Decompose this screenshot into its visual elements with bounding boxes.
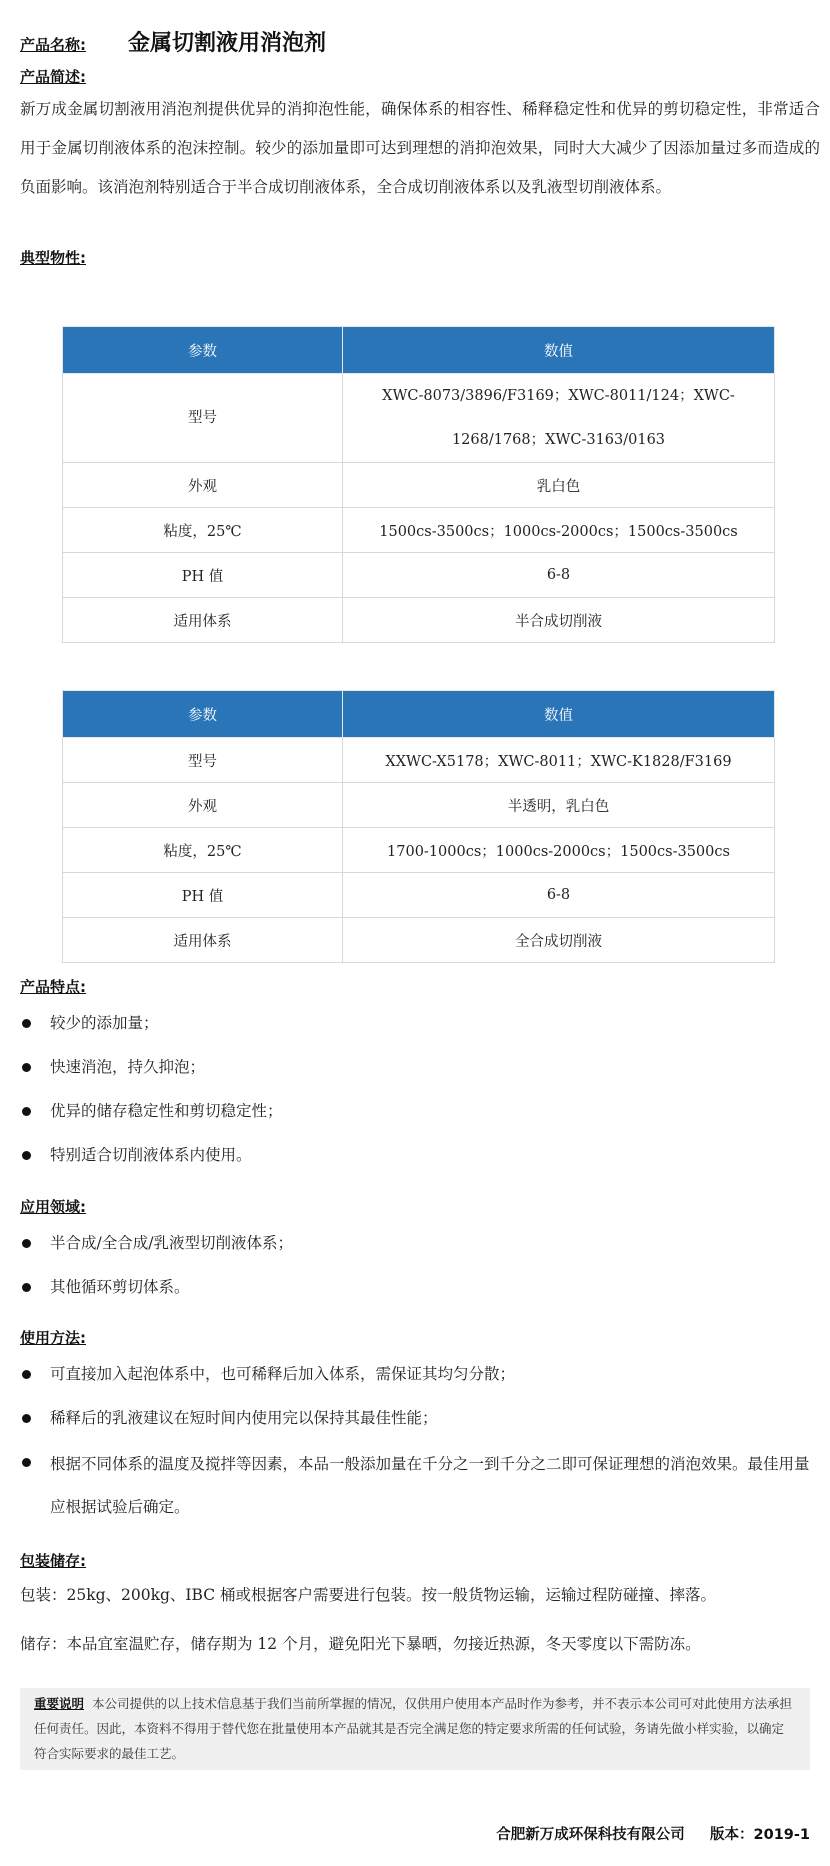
list-item: 其他循环剪切体系。 — [22, 1268, 812, 1307]
notice-text: 本公司提供的以上技术信息基于我们当前所掌握的情况，仅供用户使用本产品时作为参考，并不表示本公司可对此使用方法承担任何责任。因此，本资料不得用于替代您在批量使用本产品就其是否完全满足您的特定要求所需的任何试验，务请先做小样实验，以确定符合实际要求的最佳工艺。 — [34, 1696, 792, 1761]
param-cell: 型号 — [63, 374, 343, 463]
bullet-icon — [22, 1019, 31, 1028]
param-cell: 外观 — [63, 783, 343, 828]
table-row — [63, 873, 775, 918]
value-cell: 6-8 — [343, 873, 775, 918]
param-cell: PH 值 — [63, 553, 343, 598]
table-row — [63, 374, 775, 463]
product-name: 金属切割液用消泡剂 — [128, 31, 327, 56]
version-label: 版本： — [710, 1827, 754, 1843]
bullet-icon — [22, 1370, 31, 1379]
notice-title: 重要说明 — [34, 1696, 85, 1711]
value-cell: XXWC-X5178；XWC-8011；XWC-K1828/F3169 — [343, 738, 775, 783]
storage-text: 储存：本品宜室温贮存，储存期为 12 个月，避免阳光下暴晒，勿接近热源，冬天零度以下需防冻。 — [20, 1635, 701, 1653]
header-param: 参数 — [63, 327, 343, 374]
param-cell: 适用体系 — [63, 918, 343, 963]
intro-text: 新万成金属切割液用消泡剂提供优异的消抑泡性能，确保体系的相容性、稀释稳定性和优异的剪切稳定性，非常适合用于金属切削液体系的泡沫控制。较少的添加量即可达到理想的消抑泡效果，同时大大减少了因添加量过多而造成的负面影响。该消泡剂特别适合于半合成切削液体系，全合成切削液体系以及乳液型切削液体系。 — [20, 100, 820, 196]
header-value: 数值 — [343, 691, 775, 738]
table-row — [63, 828, 775, 873]
table-row — [63, 553, 775, 598]
table-row — [63, 508, 775, 553]
table-row — [63, 918, 775, 963]
list-item: 可直接加入起泡体系中，也可稀释后加入体系，需保证其均匀分散； — [22, 1355, 812, 1394]
value-cell: 全合成切削液 — [343, 918, 775, 963]
list-item: 优异的储存稳定性和剪切稳定性； — [22, 1092, 812, 1131]
param-cell: 适用体系 — [63, 598, 343, 643]
bullet-icon — [22, 1414, 31, 1423]
bullet-icon — [22, 1283, 31, 1292]
param-cell: 粘度，25℃ — [63, 828, 343, 873]
applications-label: 应用领域: — [20, 1198, 86, 1216]
param-cell: 型号 — [63, 738, 343, 783]
table-row — [63, 738, 775, 783]
value-cell: 1500cs-3500cs；1000cs-2000cs；1500cs-3500cs — [343, 508, 775, 553]
bullet-icon — [22, 1458, 31, 1467]
table-row — [63, 598, 775, 643]
param-cell: 外观 — [63, 463, 343, 508]
value-cell: 乳白色 — [343, 463, 775, 508]
bullet-icon — [22, 1239, 31, 1248]
value-cell: 半透明，乳白色 — [343, 783, 775, 828]
table-header-row — [63, 691, 775, 738]
param-cell: 粘度，25℃ — [63, 508, 343, 553]
properties-label: 典型物性: — [20, 249, 86, 267]
table-row — [63, 463, 775, 508]
table-header-row — [63, 327, 775, 374]
packaging-text: 包装：25kg、200kg、IBC 桶或根据客户需要进行包装。按一般货物运输，运输过程防碰撞、摔落。 — [20, 1586, 717, 1604]
list-item: 半合成/全合成/乳液型切削液体系； — [22, 1224, 812, 1263]
important-notice — [20, 1688, 810, 1770]
value-cell: XWC-8073/3896/F3169；XWC-8011/124；XWC-1268/1768；XWC-3163/0163 — [343, 374, 775, 463]
list-item: 较少的添加量； — [22, 1004, 812, 1043]
list-item: 快速消泡，持久抑泡； — [22, 1048, 812, 1087]
value-cell: 6-8 — [343, 553, 775, 598]
properties-table-2 — [62, 690, 775, 963]
list-item: 稀释后的乳液建议在短时间内使用完以保持其最佳性能； — [22, 1399, 812, 1438]
list-item: 根据不同体系的温度及搅拌等因素，本品一般添加量在千分之一到千分之二即可保证理想的消泡效果。最佳用量应根据试验后确定。 — [22, 1443, 812, 1529]
header-value: 数值 — [343, 327, 775, 374]
value-cell: 半合成切削液 — [343, 598, 775, 643]
usage-label: 使用方法: — [20, 1329, 86, 1347]
company-name: 合肥新万成环保科技有限公司 — [496, 1827, 685, 1843]
product-name-label: 产品名称: — [20, 36, 86, 54]
bullet-icon — [22, 1107, 31, 1116]
version-value: 2019-1 — [753, 1827, 810, 1843]
bullet-icon — [22, 1063, 31, 1072]
storage-label: 包装储存: — [20, 1552, 86, 1570]
bullet-icon — [22, 1151, 31, 1160]
intro-label: 产品简述: — [20, 68, 86, 86]
param-cell: PH 值 — [63, 873, 343, 918]
features-label: 产品特点: — [20, 978, 86, 996]
header-param: 参数 — [63, 691, 343, 738]
list-item: 特别适合切削液体系内使用。 — [22, 1136, 812, 1175]
value-cell: 1700-1000cs；1000cs-2000cs；1500cs-3500cs — [343, 828, 775, 873]
table-row — [63, 783, 775, 828]
footer — [496, 1823, 810, 1844]
properties-table-1 — [62, 326, 775, 643]
